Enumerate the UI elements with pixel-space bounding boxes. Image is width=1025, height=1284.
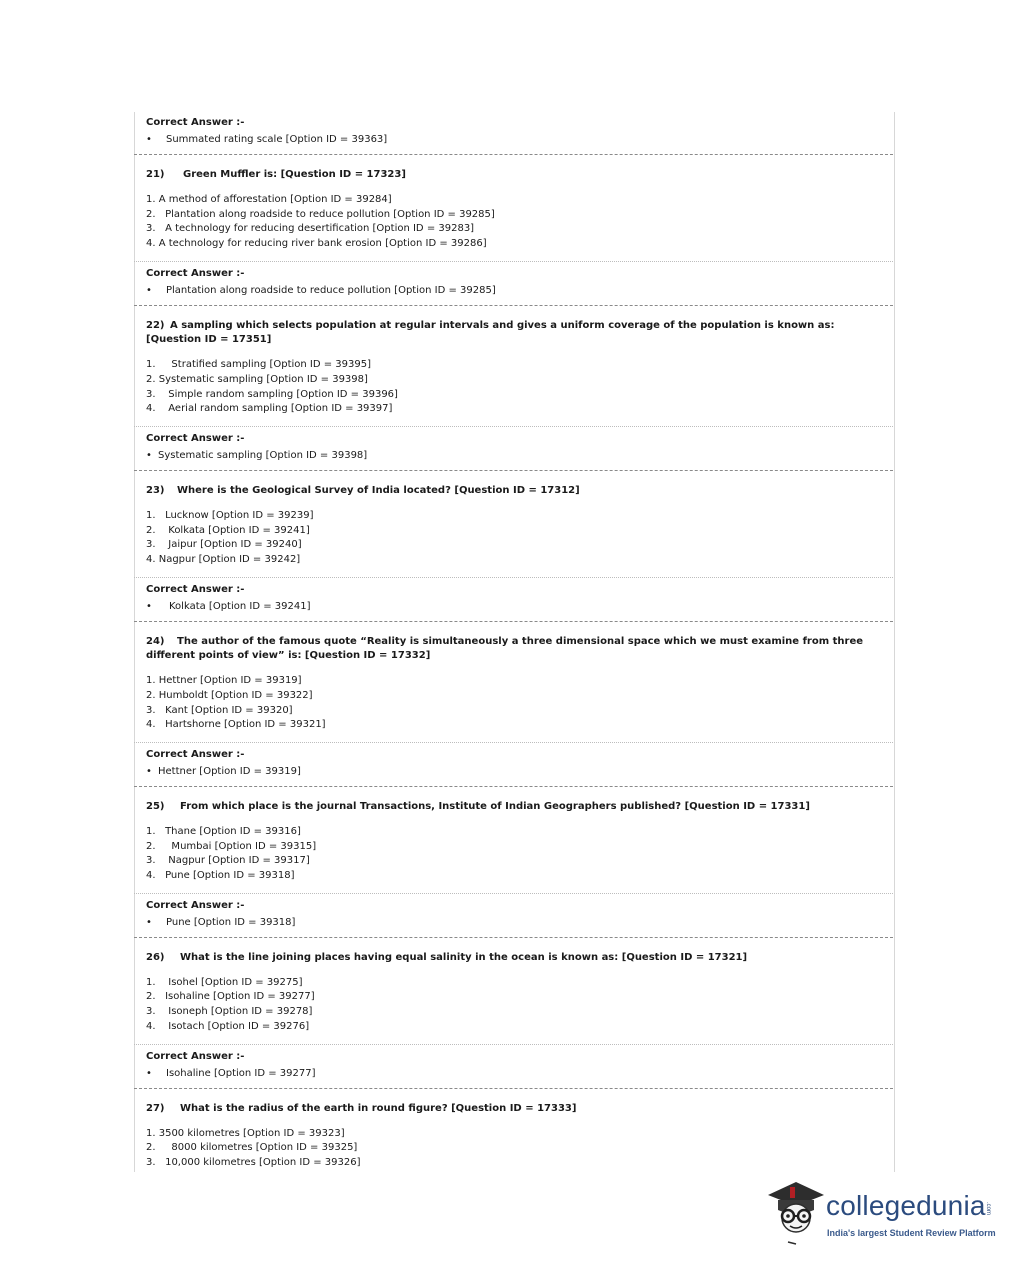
separator <box>134 742 893 743</box>
option: 1. Lucknow [Option ID = 39239] <box>146 510 314 521</box>
question-number: 22) <box>146 320 165 331</box>
question-text: The author of the famous quote “Reality is simultaneously a three dimensional space which we must examine from three different points of view” is: [Question ID = 17332] <box>146 636 864 661</box>
correct-answer-label: Correct Answer :- <box>146 117 245 128</box>
option: 3. 10,000 kilometres [Option ID = 39326] <box>146 1157 361 1168</box>
question-23 <box>146 484 881 498</box>
option: 4. Hartshorne [Option ID = 39321] <box>146 719 326 730</box>
question-text: Where is the Geological Survey of India located? [Question ID = 17312] <box>177 485 580 496</box>
option: 3. Isoneph [Option ID = 39278] <box>146 1006 313 1017</box>
correct-answer-text: Isohaline [Option ID = 39277] <box>166 1068 316 1079</box>
correct-answer-value: • Isohaline [Option ID = 39277] <box>146 1068 316 1079</box>
correct-answer-text: Hettner [Option ID = 39319] <box>158 766 301 777</box>
question-25 <box>146 800 881 814</box>
question-text: What is the line joining places having equal salinity in the ocean is known as: [Question ID = 17321] <box>180 952 748 963</box>
correct-answer-value: • Summated rating scale [Option ID = 39363] <box>146 134 388 145</box>
option: 2. Isohaline [Option ID = 39277] <box>146 991 315 1002</box>
question-text: Green Muffler is: [Question ID = 17323] <box>183 169 406 180</box>
option: 2. Mumbai [Option ID = 39315] <box>146 841 317 852</box>
option: 2. Humboldt [Option ID = 39322] <box>146 690 313 701</box>
question-number: 23) <box>146 485 165 496</box>
question-text: What is the radius of the earth in round figure? [Question ID = 17333] <box>180 1103 577 1114</box>
option: 1. Hettner [Option ID = 39319] <box>146 675 302 686</box>
correct-answer-label: Correct Answer :- <box>146 584 245 595</box>
question-27 <box>146 1102 881 1116</box>
correct-answer-label: Correct Answer :- <box>146 433 245 444</box>
option: 4. Aerial random sampling [Option ID = 39397] <box>146 403 393 414</box>
option: 4. Nagpur [Option ID = 39242] <box>146 554 301 565</box>
question-number: 26) <box>146 952 165 963</box>
option: 2. Kolkata [Option ID = 39241] <box>146 525 310 536</box>
separator <box>134 786 893 787</box>
option: 4. Isotach [Option ID = 39276] <box>146 1021 310 1032</box>
logo-com: .com <box>985 1202 991 1216</box>
separator <box>134 470 893 471</box>
correct-answer-label: Correct Answer :- <box>146 749 245 760</box>
option: 1. Isohel [Option ID = 39275] <box>146 977 303 988</box>
question-24 <box>146 635 881 663</box>
separator <box>134 937 893 938</box>
option: 1. A method of afforestation [Option ID = 39284] <box>146 194 392 205</box>
option: 2. Systematic sampling [Option ID = 39398] <box>146 374 368 385</box>
separator <box>134 893 893 894</box>
logo-wordmark: collegedunia <box>826 1190 986 1221</box>
correct-answer-value: • Pune [Option ID = 39318] <box>146 917 296 928</box>
option: 2. Plantation along roadside to reduce pollution [Option ID = 39285] <box>146 209 495 220</box>
correct-answer-label: Correct Answer :- <box>146 900 245 911</box>
separator <box>134 261 893 262</box>
correct-answer-value: • Systematic sampling [Option ID = 39398] <box>146 450 368 461</box>
question-text: A sampling which selects population at regular intervals and gives a uniform coverage of the population is known as: [Question ID = 17351] <box>146 320 835 345</box>
correct-answer-text: Summated rating scale [Option ID = 39363] <box>166 134 388 145</box>
correct-answer-value: • Plantation along roadside to reduce pollution [Option ID = 39285] <box>146 285 496 296</box>
correct-answer-value: • Kolkata [Option ID = 39241] <box>146 601 311 612</box>
correct-answer-text: Systematic sampling [Option ID = 39398] <box>158 450 368 461</box>
separator <box>134 154 893 155</box>
correct-answer-label: Correct Answer :- <box>146 1051 245 1062</box>
correct-answer-label: Correct Answer :- <box>146 268 245 279</box>
option: 4. A technology for reducing river bank erosion [Option ID = 39286] <box>146 238 487 249</box>
option: 2. 8000 kilometres [Option ID = 39325] <box>146 1142 358 1153</box>
logo-tagline: India's largest Student Review Platform <box>827 1228 996 1238</box>
option: 3. Nagpur [Option ID = 39317] <box>146 855 310 866</box>
option: 3. Kant [Option ID = 39320] <box>146 705 293 716</box>
option: 1. Thane [Option ID = 39316] <box>146 826 301 837</box>
question-text: From which place is the journal Transactions, Institute of Indian Geographers published? [Question ID = 17331] <box>180 801 810 812</box>
option: 1. Stratified sampling [Option ID = 39395] <box>146 359 372 370</box>
separator <box>134 577 893 578</box>
question-number: 21) <box>146 169 165 180</box>
option: 3. Jaipur [Option ID = 39240] <box>146 539 302 550</box>
question-number: 27) <box>146 1103 165 1114</box>
correct-answer-text: Pune [Option ID = 39318] <box>166 917 296 928</box>
correct-answer-text: Plantation along roadside to reduce pollution [Option ID = 39285] <box>166 285 496 296</box>
separator <box>134 621 893 622</box>
option: 3. A technology for reducing desertification [Option ID = 39283] <box>146 223 475 234</box>
question-26 <box>146 951 881 965</box>
question-22 <box>146 319 881 347</box>
option: 3. Simple random sampling [Option ID = 39396] <box>146 389 398 400</box>
separator <box>134 426 893 427</box>
correct-answer-value: • Hettner [Option ID = 39319] <box>146 766 301 777</box>
option: 4. Pune [Option ID = 39318] <box>146 870 295 881</box>
separator <box>134 1044 893 1045</box>
question-number: 25) <box>146 801 165 812</box>
separator <box>134 1088 893 1089</box>
correct-answer-text: Kolkata [Option ID = 39241] <box>169 601 311 612</box>
separator <box>134 305 893 306</box>
question-number: 24) <box>146 636 165 647</box>
option: 1. 3500 kilometres [Option ID = 39323] <box>146 1128 345 1139</box>
question-21 <box>146 168 881 182</box>
